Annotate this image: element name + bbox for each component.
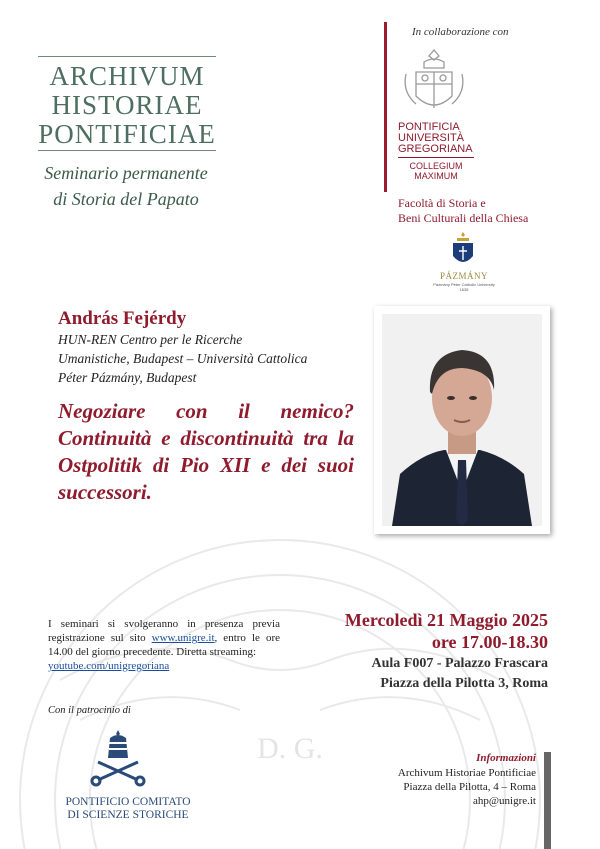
facolta-label: Facoltà di Storia e Beni Culturali della Chiesa [398, 196, 529, 225]
speaker-photo [382, 314, 542, 526]
pazmany-subtitle: Pázmány Péter Catholic University 1635 [433, 282, 495, 292]
event-datetime: Mercoledì 21 Maggio 2025 ore 17.00-18.30 [344, 610, 548, 652]
pazmany-name: PÁZMÁNY [439, 271, 488, 281]
header-rule-top [38, 56, 216, 57]
archivum-title: ARCHIVUM HISTORIAE PONTIFICIAE [38, 61, 216, 149]
seminario-subtitle: Seminario permanente di Storia del Papato [44, 163, 208, 209]
info-heading: Informazioni [476, 752, 536, 764]
info-email[interactable]: ahp@unigre.it [473, 795, 536, 807]
collab-label: In collaborazione con [412, 26, 509, 38]
streaming-link[interactable]: youtube.com/unigregoriana [48, 660, 170, 672]
info-contact: Archivum Historiae Pontificiae Piazza della Pilotta, 4 – Roma ahp@unigre.it [300, 766, 536, 808]
speaker-name: András Fejérdy [58, 308, 187, 329]
collegium-maximum: COLLEGIUM MAXIMUM [409, 161, 463, 181]
site-link[interactable]: www.unigre.it [151, 632, 215, 644]
speaker-affiliation: HUN-REN Centro per le Ricerche Umanistiche, Budapest – Università Cattolica Péter Pázmány, Budapest [58, 332, 308, 385]
gregoriana-rule [398, 157, 474, 158]
lecture-title: Negoziare con il nemico? Continuità e discontinuità tra la Ostpolitik di Pio XII e dei suoi successori. [58, 399, 354, 504]
pcss-name: PONTIFICIO COMITATO DI SCIENZE STORICHE [65, 796, 191, 821]
gregoriana-crest-icon [398, 46, 470, 118]
gregoriana-name: PONTIFICIA UNIVERSITÀ GREGORIANA [398, 121, 473, 155]
patronage-label: Con il patrocinio di [48, 705, 131, 716]
info-side-bar [544, 752, 551, 849]
pazmany-shield-icon [450, 232, 476, 268]
header-rule-bottom [38, 150, 216, 151]
seminar-info: I seminari si svolgeranno in presenza previa registrazione sul sito www.unigre.it, entro le ore 14.00 del giorno precedente. Diretta streaming: youtube.com/unigregoriana [48, 618, 280, 672]
collab-red-bar [384, 22, 387, 192]
papal-tiara-keys-icon [88, 728, 148, 788]
watermark-letters: D. G. [257, 732, 323, 765]
event-location: Aula F007 - Palazzo Frascara Piazza della Pilotta 3, Roma [371, 656, 548, 691]
